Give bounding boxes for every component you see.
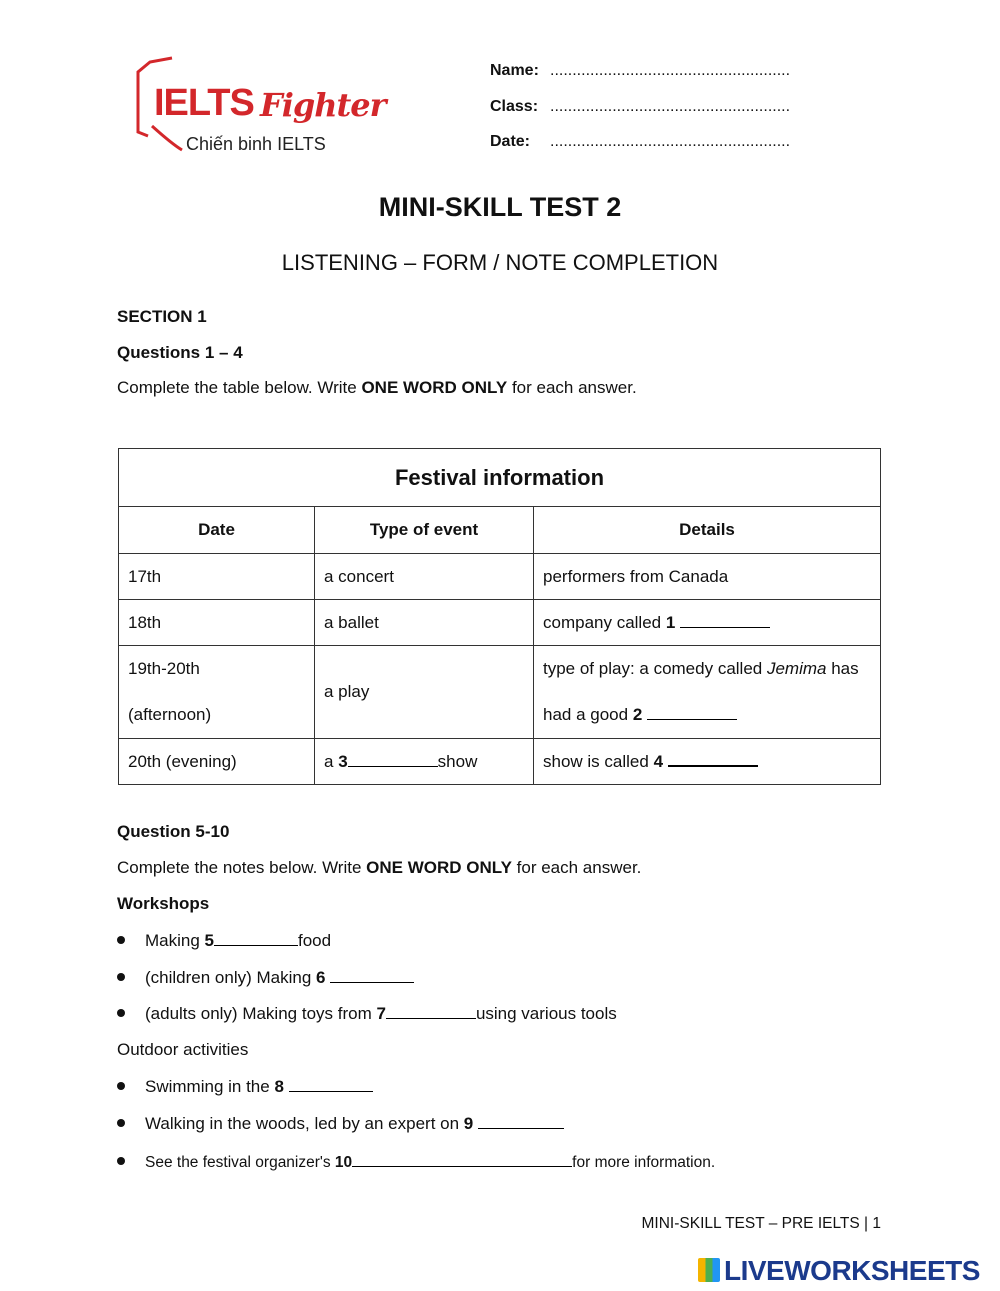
question-number: 10 xyxy=(334,1154,353,1171)
ielts-fighter-logo xyxy=(132,52,386,162)
instr-bold: ONE WORD ONLY xyxy=(361,378,508,397)
question-number: 4 xyxy=(653,752,664,771)
details-text: show is called xyxy=(543,752,654,771)
type-text-end: show xyxy=(437,751,478,771)
details-text-end: has xyxy=(826,659,859,678)
date-label: Date: xyxy=(490,133,531,150)
cell-date xyxy=(119,646,315,739)
instr-text-end: for each answer. xyxy=(511,858,642,877)
class-field[interactable] xyxy=(490,98,790,116)
logo-fighter-text: Fighter xyxy=(260,86,386,124)
cell-type: a concert xyxy=(315,554,534,600)
section-heading: SECTION 1 xyxy=(117,307,207,326)
cell-details xyxy=(534,646,881,739)
cell-type xyxy=(315,739,534,785)
col-header-date: Date xyxy=(119,507,315,554)
date-field[interactable] xyxy=(490,133,790,151)
question-number: 7 xyxy=(376,1004,386,1023)
question-number: 3 xyxy=(338,751,348,771)
answer-blank-4[interactable] xyxy=(668,751,758,767)
play-title: Jemima xyxy=(766,659,827,678)
outdoor-heading: Outdoor activities xyxy=(117,1040,249,1059)
questions-5-10-heading: Question 5-10 xyxy=(117,822,230,841)
workshops-heading: Workshops xyxy=(117,894,210,913)
date-line-b: (afternoon) xyxy=(128,705,212,724)
questions-5-10-instruction xyxy=(117,858,641,878)
name-field[interactable] xyxy=(490,62,790,80)
item-text: Making xyxy=(145,931,205,950)
question-number: 9 xyxy=(463,1114,474,1133)
cell-type: a ballet xyxy=(315,600,534,646)
table-row xyxy=(119,554,881,600)
details-text: company called xyxy=(543,612,666,632)
details-text-b: had a good xyxy=(543,705,633,724)
item-text: Walking in the woods, led by an expert on xyxy=(145,1114,464,1133)
col-header-details: Details xyxy=(534,507,881,554)
col-header-type: Type of event xyxy=(315,507,534,554)
answer-blank-5[interactable] xyxy=(214,931,298,946)
class-label: Class: xyxy=(490,98,539,115)
instr-text-end: for each answer. xyxy=(507,378,637,397)
logo-subtitle: Chiến binh IELTS xyxy=(186,134,326,154)
table-row xyxy=(119,646,881,739)
bullet-icon xyxy=(117,936,125,944)
bullet-icon xyxy=(117,1082,125,1090)
answer-blank-2[interactable] xyxy=(647,705,737,720)
questions-1-4-instruction xyxy=(117,378,637,398)
question-number: 2 xyxy=(632,705,643,724)
page-title: MINI-SKILL TEST 2 xyxy=(378,192,622,222)
cell-details xyxy=(534,600,881,646)
table-row xyxy=(119,739,881,785)
question-number: 6 xyxy=(316,968,326,987)
bullet-icon xyxy=(117,1119,125,1127)
instr-text: Complete the table below. Write xyxy=(117,378,362,397)
answer-blank-9[interactable] xyxy=(478,1114,564,1129)
item-text: See the festival organizer's xyxy=(145,1154,335,1171)
item-text: Swimming in the xyxy=(145,1077,275,1096)
item-text-end: using various tools xyxy=(475,1004,617,1023)
cell-date: 17th xyxy=(119,554,315,600)
table-caption: Festival information xyxy=(119,449,881,507)
answer-blank-10[interactable] xyxy=(352,1152,572,1167)
instr-text: Complete the notes below. Write xyxy=(117,858,367,877)
bullet-icon xyxy=(117,1157,125,1165)
answer-blank-3[interactable] xyxy=(348,752,438,767)
date-dots: ...................................................... xyxy=(550,133,791,150)
answer-blank-1[interactable] xyxy=(680,613,770,628)
list-item xyxy=(117,1004,617,1024)
name-label: Name: xyxy=(490,62,539,79)
watermark-text: LIVEWORKSHEETS xyxy=(724,1255,980,1286)
item-text-end: food xyxy=(298,931,332,950)
list-item xyxy=(117,1114,564,1134)
question-number: 1 xyxy=(665,612,676,632)
table-row xyxy=(119,600,881,646)
answer-blank-6[interactable] xyxy=(330,968,414,983)
cell-type: a play xyxy=(315,646,534,739)
festival-table xyxy=(118,448,881,785)
list-item xyxy=(117,1152,715,1172)
details-text: type of play: a comedy called xyxy=(543,659,767,678)
list-item xyxy=(117,968,414,988)
liveworksheets-watermark[interactable] xyxy=(698,1255,980,1287)
page-subtitle: LISTENING – FORM / NOTE COMPLETION xyxy=(281,250,719,275)
date-line-a: 19th-20th xyxy=(128,659,200,678)
class-dots: ...................................................... xyxy=(550,98,791,115)
cell-details xyxy=(534,739,881,785)
bullet-icon xyxy=(117,973,125,981)
item-text-end: for more information. xyxy=(572,1154,716,1171)
instr-bold: ONE WORD ONLY xyxy=(366,858,512,877)
question-number: 5 xyxy=(204,931,214,950)
cell-details: performers from Canada xyxy=(534,554,881,600)
cell-date: 20th (evening) xyxy=(119,739,315,785)
answer-blank-7[interactable] xyxy=(386,1004,476,1019)
list-item xyxy=(117,1077,373,1097)
answer-blank-8[interactable] xyxy=(289,1077,373,1092)
cell-date: 18th xyxy=(119,600,315,646)
item-text: (children only) Making xyxy=(145,968,317,987)
page-footer: MINI-SKILL TEST – PRE IELTS | 1 xyxy=(641,1215,881,1232)
questions-1-4-heading: Questions 1 – 4 xyxy=(117,343,243,362)
item-text: (adults only) Making toys from xyxy=(145,1004,377,1023)
question-number: 8 xyxy=(274,1077,284,1096)
type-text: a xyxy=(324,751,339,771)
name-dots: ...................................................... xyxy=(550,62,791,79)
list-item xyxy=(117,931,331,951)
bullet-icon xyxy=(117,1009,125,1017)
logo-ielts-text: IELTS xyxy=(154,82,254,124)
liveworksheets-icon xyxy=(698,1258,720,1282)
